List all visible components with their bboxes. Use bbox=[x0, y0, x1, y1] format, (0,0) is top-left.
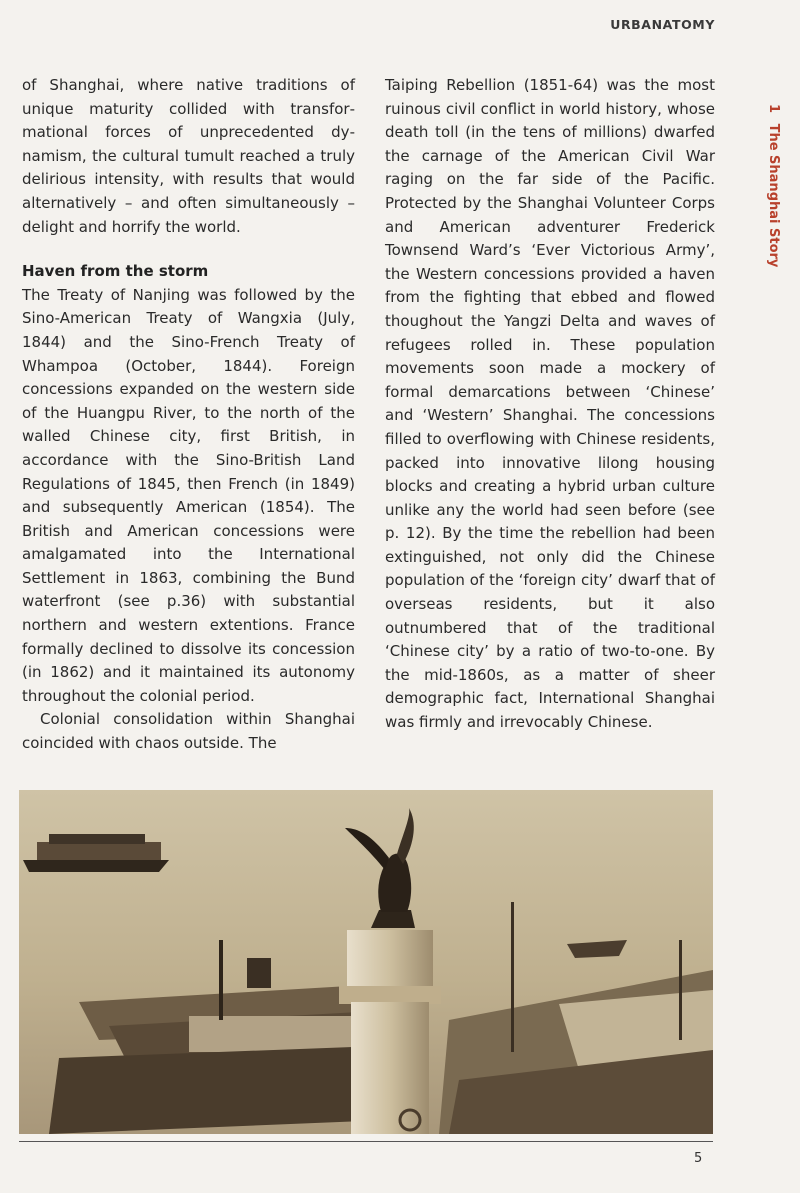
section-heading: Haven from the storm bbox=[22, 262, 209, 281]
chapter-tab bbox=[757, 104, 781, 268]
text-column-left bbox=[22, 74, 355, 756]
paragraph: The Treaty of Nanjing was followed by the Sino-American Treaty of Wangxia (July, 1844) and the Sino-French Treaty of Whampoa (October, 1844). Foreign concessions expanded on the western side of the Huangpu River, to the north of the walled Chinese city, first British, in accordance with the Sino-British Land Regulations of 1845, then French (in 1849) and subsequently American (1854). The British and American concessions were amalgamated into the International Settlement in 1863, combining the Bund waterfront (see p.36) with substantial northern and western extentions. France formally declined to dissolve its concession (in 1862) and it maintained its autonomy throughout the colonial period. bbox=[22, 285, 355, 705]
paragraph: Colonial consolidation within Shanghai coincided with chaos outside. The bbox=[22, 710, 355, 753]
running-head: URBANATOMY bbox=[610, 17, 715, 32]
historic-harbor-photo bbox=[19, 790, 713, 1134]
chapter-title: The Shanghai Story bbox=[766, 123, 781, 268]
paragraph: Taiping Rebellion (1851-64) was the most ruinous civil conflict in world history, whose death toll (in the tens of millions) dwarfed the carnage of the American Civil War raging on the far side of the Pacific. Protected by the Shanghai Volunteer Corps and American adventurer Frederick Townsend Ward’s ‘Ever Victorious Army’, the Western concessions provided a haven from the fighting that ebbed and flowed thoughout the Yangzi Delta and waves of refugees rolled in. These population movements soon made a mockery of formal demarcations between ‘Chinese’ and ‘Western’ Shanghai. The concessions filled to overflowing with Chinese residents, packed into innovative lilong housing blocks and creating a hybrid urban culture unlike any the world had seen before (see p. 12). By the time the rebellion had been extinguished, not only did the Chinese population of the ‘foreign city’ dwarf that of overseas residents, but it also outnumbered that of the traditional ‘Chinese city’ by a ratio of two-to-one. By the mid-1860s, as a matter of sheer demographic fact, International Shanghai was firmly and irrevocably Chinese. bbox=[385, 76, 715, 732]
paragraph: of Shanghai, where native traditions of unique maturity collided with transformational forces of unprecedented dynamism, the cultural tumult reached a truly delirious intensity, with results that would alternatively – and often simultaneously – delight and horrify the world. bbox=[22, 76, 355, 236]
footer-rule bbox=[19, 1141, 713, 1142]
chapter-number: 1 bbox=[766, 104, 781, 114]
text-column-right bbox=[385, 74, 715, 735]
page-number: 5 bbox=[694, 1151, 703, 1166]
photo-illustration bbox=[19, 790, 713, 1134]
